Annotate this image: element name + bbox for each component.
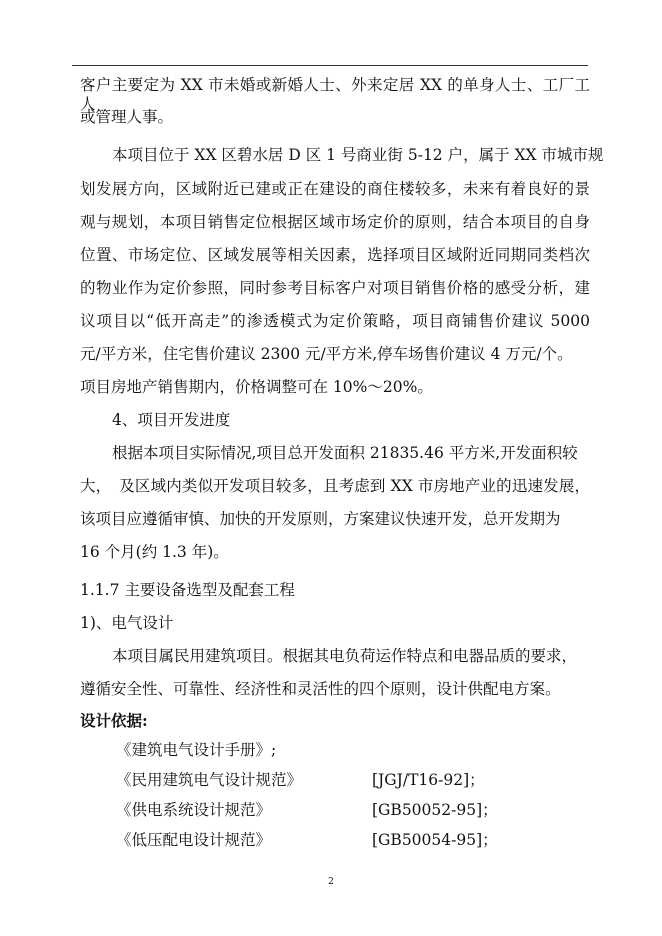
section-heading: 1.1.7 主要设备选型及配套工程: [80, 581, 295, 599]
paragraph-line: 或管理人事。: [80, 108, 174, 126]
paragraph-line: 遵循安全性、可靠性、经济性和灵活性的四个原则，设计供配电方案。: [80, 680, 561, 698]
page-number: 2: [328, 877, 334, 887]
paragraph-line: 项目房地产销售期内，价格调整可在 10%～20%。: [80, 378, 433, 396]
reference-title: 《低压配电设计规范》: [116, 831, 272, 849]
section-heading: 4、项目开发进度: [112, 411, 231, 429]
paragraph-line: 元/平方米，住宅售价建议 2300 元/平方米,停车场售价建议 4 万元/个。: [80, 345, 573, 363]
reference-title: 《建筑电气设计手册》;: [116, 741, 277, 759]
paragraph-line: 本项目属民用建筑项目。根据其电负荷运作特点和电器品质的要求，: [112, 647, 578, 665]
header-rule: [72, 65, 588, 66]
paragraph-line: 16 个月(约 1.3 年)。: [80, 543, 229, 561]
paragraph-line: 本项目位于 XX 区碧水居 D 区 1 号商业街 5-12 户，属于 XX 市城市规: [112, 146, 604, 164]
paragraph-line: 观与规划，本项目销售定位根据区域市场定价的原则，结合本项目的自身: [80, 213, 590, 231]
reference-title: 《供电系统设计规范》: [116, 801, 272, 819]
paragraph-line: 客户主要定为 XX 市未婚或新婚人士、外来定居 XX 的单身人士、工厂工人: [80, 76, 590, 114]
paragraph-line: 划发展方向，区域附近已建或正在建设的商住楼较多，未来有着良好的景: [80, 180, 590, 198]
subsection-heading: 1)、电气设计: [80, 614, 174, 632]
paragraph-line: 根据本项目实际情况,项目总开发面积 21835.46 平方米,开发面积较: [112, 444, 578, 462]
design-basis-heading: 设计依据:: [80, 711, 148, 730]
reference-title: 《民用建筑电气设计规范》: [116, 771, 303, 789]
reference-code: [GB50052-95]；: [372, 801, 498, 819]
reference-code: [JGJ/T16-92]；: [372, 771, 485, 789]
reference-code: [GB50054-95]；: [372, 831, 498, 849]
paragraph-line: 大， 及区域内类似开发项目较多，且考虑到 XX 市房地产业的迅速发展，: [80, 477, 590, 495]
paragraph-line: 的物业作为定价参照，同时参考目标客户对项目销售价格的感受分析，建: [80, 279, 590, 297]
paragraph-line: 议项目以“低开高走”的渗透模式为定价策略，项目商铺售价建议 5000: [80, 312, 590, 330]
paragraph-line: 位置、市场定位、区域发展等相关因素，选择项目区域附近同期同类档次: [80, 246, 590, 264]
paragraph-line: 该项目应遵循审慎、加快的开发原则，方案建议快速开发，总开发期为: [80, 510, 561, 528]
